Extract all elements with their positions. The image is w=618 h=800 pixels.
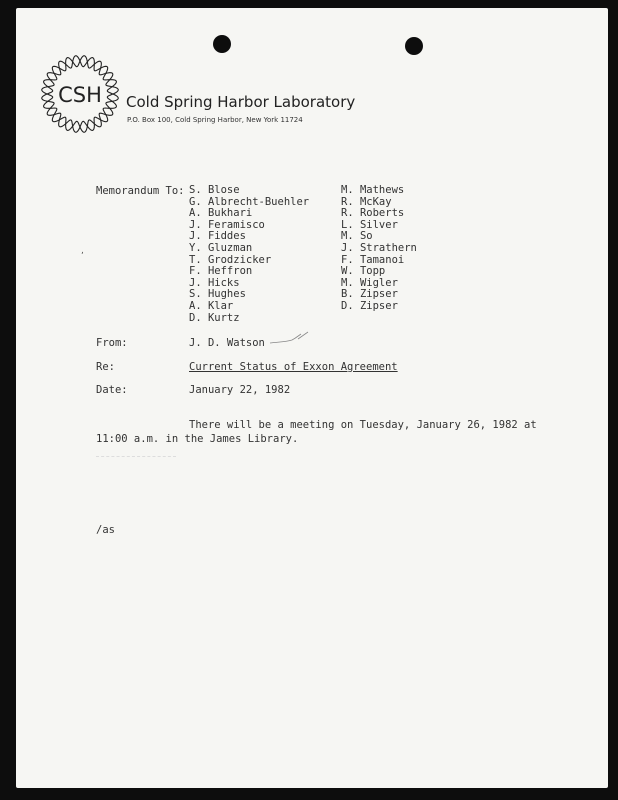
recipient-name: M. So (341, 230, 373, 243)
body-line-1: There will be a meeting on Tuesday, January 26, 1982 at (189, 419, 537, 431)
recipient-name: S. Blose (189, 184, 240, 196)
typist-initials: /as (96, 524, 115, 536)
recipient-name: T. Grodzicker (189, 253, 272, 266)
recipient-name: J. Feramisco (189, 218, 265, 231)
recipient-name: D. Kurtz (189, 311, 240, 324)
logo-text: CSH (58, 83, 102, 107)
date-label: Date: (96, 384, 128, 396)
csh-logo (38, 52, 122, 136)
recipient-name: F. Tamanoi (341, 253, 405, 266)
recipient-name: M. Wigler (341, 276, 398, 289)
re-value: Current Status of Exxon Agreement (189, 361, 398, 373)
punch-hole (405, 37, 423, 55)
memo-to-label: Memorandum To: (96, 185, 185, 197)
from-label: From: (96, 337, 128, 349)
recipient-name: R. Roberts (341, 207, 405, 220)
re-label: Re: (96, 361, 115, 373)
signature-mark (268, 330, 312, 346)
recipient-name: W. Topp (341, 265, 386, 278)
recipient-name: Y. Gluzman (189, 241, 253, 254)
recipient-list-1 (189, 185, 309, 324)
body-line-2: 11:00 a.m. in the James Library. (96, 433, 299, 445)
recipient-name: G. Albrecht-Buehler (189, 195, 310, 208)
date-value: January 22, 1982 (189, 384, 291, 396)
recipient-name: J. Strathern (341, 241, 417, 254)
recipient-list-2 (341, 185, 417, 313)
punch-hole (213, 35, 231, 53)
recipient-name: D. Zipser (341, 299, 398, 312)
recipient-name: J. Fiddes (189, 230, 246, 243)
recipient-name: A. Bukhari (189, 207, 253, 220)
recipient-name: M. Mathews (341, 184, 405, 196)
recipient-name: F. Heffron (189, 265, 253, 278)
lab-address: P.O. Box 100, Cold Spring Harbor, New York 11724 (127, 116, 303, 124)
recipient-name: B. Zipser (341, 288, 398, 301)
recipient-name: L. Silver (341, 218, 398, 231)
recipient-name: J. Hicks (189, 276, 240, 289)
recipient-name: R. McKay (341, 195, 392, 208)
stray-mark: , (81, 246, 84, 256)
from-value: J. D. Watson (189, 337, 265, 349)
recipient-name: S. Hughes (189, 288, 246, 301)
recipient-name: A. Klar (189, 299, 234, 312)
faint-line (96, 456, 176, 457)
lab-name: Cold Spring Harbor Laboratory (126, 93, 356, 111)
